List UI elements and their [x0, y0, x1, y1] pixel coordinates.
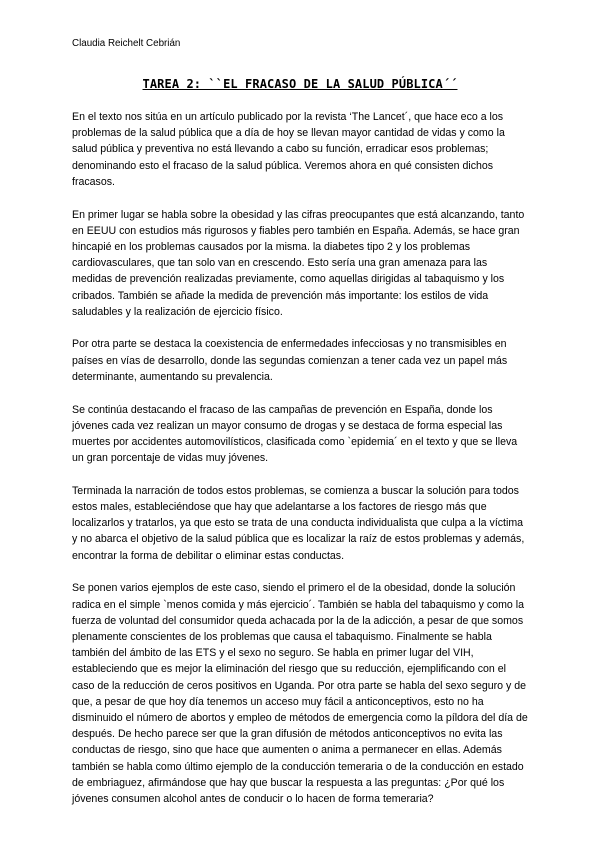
document-title: TAREA 2: ``EL FRACASO DE LA SALUD PÚBLICA´´ [142, 77, 458, 91]
paragraph-examples: Se ponen varios ejemplos de este caso, siendo el primero el de la obesidad, donde la solución radica en el simple `menos comida y más ejercicio´. También se habla del tabaquismo y como la fuerza de voluntad del consumidor queda achacada por la de la adicción, a pesar de que somos plenamente conscientes de los problemas que causa el tabaquismo. Finalmente se habla también del ámbito de las ETS y el sexo no seguro. Se habla en primer lugar del VIH, estableciendo que es mejor la eliminación del riesgo que su reducción, ejemplificando con el caso de la reducción de ceros positivos en Uganda. Por otra parte se habla del sexo seguro y de que, a pesar de que hoy día tenemos un acceso muy fácil a anticonceptivos, esto no ha disminuido el número de abortos y empleo de métodos de emergencia como la píldora del día de después. De hecho parece ser que la gran difusión de métodos anticonceptivos no evita las conductas de riesgo, sino que hace que aumenten o anima a permanecer en ellas. Además también se habla como último ejemplo de la conducción temeraria o de la conducción en estado de embriaguez, afirmándose que hay que buscar la respuesta a las preguntas: ¿Por qué los jóvenes consumen alcohol antes de conducir o lo hacen de forma temeraria? [72, 582, 528, 806]
document-body [72, 109, 530, 824]
paragraph-intro: En el texto nos sitúa en un artículo publicado por la revista ‘The Lancet´, que hace eco a los problemas de la salud pública que a día de hoy se llevan mayor cantidad de vidas y como la salud pública y preventiva no está llevando a cabo su función, erradicar esos problemas; denominando esto el fracaso de la salud pública. Veremos ahora en qué consisten dichos fracasos. [72, 111, 505, 188]
author-name: Claudia Reichelt Cebrián [72, 38, 181, 49]
paragraph-obesity: En primer lugar se habla sobre la obesidad y las cifras preocupantes que está alcanzando, tanto en EEUU con estudios más rigurosos y fiables pero también en España. Además, se hace gran hincapié en los problemas causados por la misma. la diabetes tipo 2 y los problemas cardiovasculares, que tan solo van en crescendo. Esto sería una gran amenaza para las medidas de prevención realizadas previamente, como aquellas dirigidas al tabaquismo y los cribados. También se añade la medida de prevención más importante: los estilos de vida saludables y la realización de ejercicio físico. [72, 208, 525, 318]
paragraph-solutions: Terminada la narración de todos estos problemas, se comienza a buscar la solución para todos estos males, estableciéndose que hay que adelantarse a los factores de riesgo más que localizarlos y tratarlos, ya que esto se trata de una conducta individualista que culpa a la víctima y no abarca el objetivo de la salud pública que es localizar la raíz de estos problemas y además, encontrar la forma de debilitar o eliminar estas conductas. [72, 484, 525, 562]
paragraph-developing-countries: Por otra parte se destaca la coexistencia de enfermedades infecciosas y no transmisibles en países en vías de desarrollo, donde las segundas comienzan a tener cada vez un papel más determinante, aumentando su prevalencia. [72, 338, 508, 383]
paragraph-prevention-campaigns: Se continúa destacando el fracaso de las campañas de prevención en España, donde los jóvenes cada vez realizan un mayor consumo de drogas y se destaca de forma especial las muertes por accidentes automovilísticos, clasificada como `epidemia´ en el texto y que se lleva un gran porcentaje de vidas muy jóvenes. [72, 403, 518, 465]
